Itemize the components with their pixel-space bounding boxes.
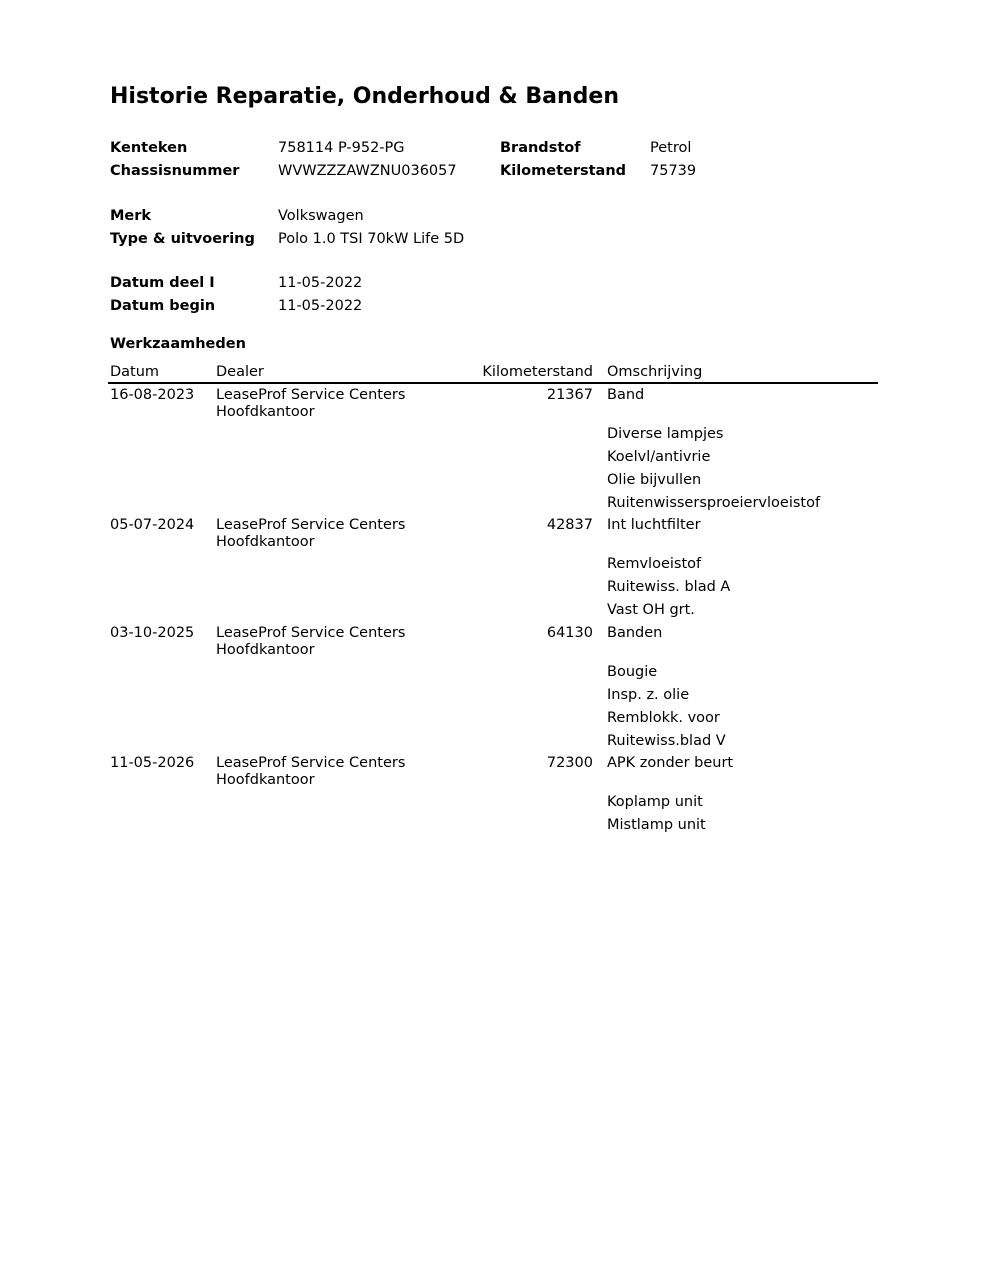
chassis-value: WVWZZZAWZNU036057	[278, 163, 457, 179]
column-header-kilometerstand: Kilometerstand	[482, 364, 593, 380]
column-header-datum: Datum	[110, 364, 160, 380]
entry-item: Ruitenwissersproeiervloeistof	[607, 495, 821, 511]
datum-deel-value: 11-05-2022	[278, 275, 363, 291]
entry-item: Olie bijvullen	[607, 472, 702, 488]
entry-kilometerstand: 42837	[546, 517, 593, 533]
entry-item: Koplamp unit	[607, 794, 703, 810]
entry-dealer-location: Hoofdkantoor	[216, 772, 315, 788]
entry-kilometerstand: 72300	[546, 755, 593, 771]
kenteken-label: Kenteken	[110, 140, 188, 156]
entry-item: APK zonder beurt	[607, 755, 734, 771]
datum-begin-label: Datum begin	[110, 298, 216, 314]
merk-value: Volkswagen	[278, 208, 364, 224]
type-value: Polo 1.0 TSI 70kW Life 5D	[278, 231, 465, 247]
entry-date: 05-07-2024	[110, 517, 195, 533]
datum-deel-label: Datum deel I	[110, 275, 215, 291]
column-header-dealer: Dealer	[216, 364, 264, 380]
chassis-label: Chassisnummer	[110, 163, 240, 179]
entry-dealer-location: Hoofdkantoor	[216, 404, 315, 420]
entry-item: Banden	[607, 625, 663, 641]
entry-item: Int luchtfilter	[607, 517, 701, 533]
entry-item: Mistlamp unit	[607, 817, 706, 833]
entry-dealer-location: Hoofdkantoor	[216, 642, 315, 658]
entry-item: Remblokk. voor	[607, 710, 720, 726]
entry-dealer-location: Hoofdkantoor	[216, 534, 315, 550]
entry-item: Ruitewiss.blad V	[607, 733, 726, 749]
entry-item: Vast OH grt.	[607, 602, 695, 618]
datum-begin-value: 11-05-2022	[278, 298, 363, 314]
header-rule	[108, 382, 878, 384]
entry-dealer-name: LeaseProf Service Centers	[216, 755, 406, 771]
brandstof-value: Petrol	[650, 140, 692, 156]
entry-item: Remvloeistof	[607, 556, 702, 572]
entry-dealer-name: LeaseProf Service Centers	[216, 517, 406, 533]
section-title: Werkzaamheden	[110, 336, 246, 352]
entry-date: 03-10-2025	[110, 625, 195, 641]
entry-date: 16-08-2023	[110, 387, 195, 403]
entry-kilometerstand: 64130	[546, 625, 593, 641]
entry-item: Insp. z. olie	[607, 687, 690, 703]
kenteken-value: 758114 P-952-PG	[278, 140, 405, 156]
entry-date: 11-05-2026	[110, 755, 195, 771]
entry-item: Bougie	[607, 664, 658, 680]
page-title: Historie Reparatie, Onderhoud & Banden	[110, 84, 619, 109]
entry-item: Koelvl/antivrie	[607, 449, 711, 465]
type-label: Type & uitvoering	[110, 231, 255, 247]
column-header-omschrijving: Omschrijving	[607, 364, 703, 380]
merk-label: Merk	[110, 208, 152, 224]
kilometerstand-label: Kilometerstand	[500, 163, 627, 179]
entry-kilometerstand: 21367	[546, 387, 593, 403]
entry-item: Diverse lampjes	[607, 426, 724, 442]
entry-item: Band	[607, 387, 645, 403]
entry-item: Ruitewiss. blad A	[607, 579, 731, 595]
brandstof-label: Brandstof	[500, 140, 581, 156]
entry-dealer-name: LeaseProf Service Centers	[216, 387, 406, 403]
kilometerstand-value: 75739	[650, 163, 697, 179]
entry-dealer-name: LeaseProf Service Centers	[216, 625, 406, 641]
